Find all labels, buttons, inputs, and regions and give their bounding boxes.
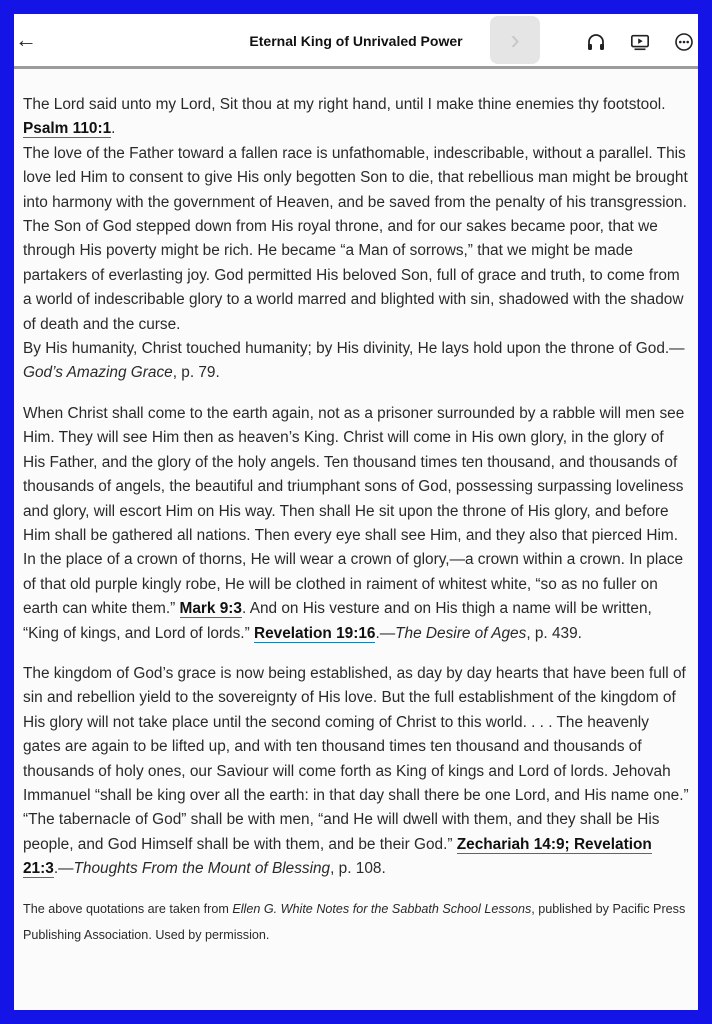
scripture-link[interactable]: Revelation 19:16	[253, 624, 376, 642]
scripture-link[interactable]: Zechariah 14:9; Revelation 21:3	[23, 835, 652, 878]
reading-content	[14, 69, 698, 948]
attribution-note	[23, 896, 690, 948]
text: The kingdom of God’s grace is now being established, as day by day hearts that have been full of sin and rebellion yield to the sovereignty of His love. But the full establishment of the kingdom of His glory will not take place until the second coming of Christ to this world. . . . The heavenly gates are again to be lifted up, and with ten thousand times ten thousand and thousands of thousands of holy ones, our Saviour will come forth as King of kings and Lord of lords. Jehovah Immanuel “shall be king over all the earth: in that day shall there be one Lord, and His name one.” “The tabernacle of God” shall be with men, “and He will dwell with them, and they shall be His people, and God Himself shall be with them, and be their God.”	[23, 664, 689, 853]
text: , published by Pacific Press Publishing Association. Used by permission.	[23, 901, 686, 942]
video-play-icon[interactable]	[630, 32, 650, 52]
paragraph	[23, 402, 690, 646]
book-title: Thoughts From the Mount of Blessing	[73, 860, 331, 878]
scripture-link[interactable]: Mark 9:3	[179, 600, 242, 618]
text: The above quotations are taken from	[23, 901, 233, 916]
book-title: Ellen G. White Notes for the Sabbath School Lessons	[232, 901, 532, 916]
text: The love of the Father toward a fallen race is unfathomable, indescribable, without a parallel. This love led Him to consent to give His only begotten Son to die, that rebellious man might be brought into harmony with the government of Heaven, and be saved from the penalty of his transgression. The Son of God stepped down from His royal throne, and for our sakes became poor, that we through His poverty might be rich. He became “a Man of sorrows,” that we might be made partakers of everlasting joy. God permitted His beloved Son, full of grace and truth, to come from a world of indescribable glory to a world marred and blighted with sin, shadowed with the shadow of death and the curse.	[23, 144, 688, 333]
page-ref: , p. 108.	[330, 860, 386, 878]
text: . And on His vesture and on His thigh a name will be written, “King of kings, and Lord of lords.”	[23, 600, 652, 642]
text: .	[111, 120, 116, 138]
page-ref: , p. 439.	[526, 624, 582, 642]
chevron-right-icon: ›	[510, 24, 520, 55]
page-ref: , p. 79.	[172, 364, 220, 382]
text: .—	[375, 624, 396, 642]
text: The Lord said unto my Lord, Sit thou at my right hand, until I make thine enemies thy footstool.	[23, 96, 666, 113]
back-arrow-icon[interactable]: ←	[15, 27, 37, 52]
text: When Christ shall come to the earth again, not as a prisoner surrounded by a rabble will men see Him. They will see Him then as heaven’s King. Christ will come in His own glory, in the glory of His Father, and the glory of the holy angels. Ten thousand times ten thousand, and thousands of thousands of angels, the beautiful and triumphant sons of God, possessing surpassing loveliness and glory, will escort Him on His way. Then shall He sit upon the throne of His glory, and before Him shall be gathered all nations. Then every eye shall see Him, and they also that pierced Him. In the place of a crown of thorns, He will wear a crown of glory,—a crown within a crown. In place of that old purple kingly robe, He will be clothed in raiment of whitest white, “so as no fuller on earth can white them.”	[23, 404, 685, 618]
top-bar	[14, 14, 698, 69]
book-title: God’s Amazing Grace	[23, 364, 173, 382]
page-title: Eternal King of Unrivaled Power	[249, 33, 463, 49]
book-title: The Desire of Ages	[395, 624, 527, 642]
text: By His humanity, Christ touched humanity; by His divinity, He lays hold upon the throne of God.—	[23, 340, 685, 358]
paragraph	[23, 93, 690, 386]
reader-frame	[14, 14, 698, 1010]
next-page-button[interactable]	[490, 16, 540, 64]
more-icon[interactable]	[674, 32, 694, 52]
headphones-icon[interactable]	[586, 32, 606, 52]
paragraph	[23, 662, 690, 882]
scripture-link[interactable]: Psalm 110:1	[23, 120, 112, 138]
text: .—	[53, 860, 74, 878]
